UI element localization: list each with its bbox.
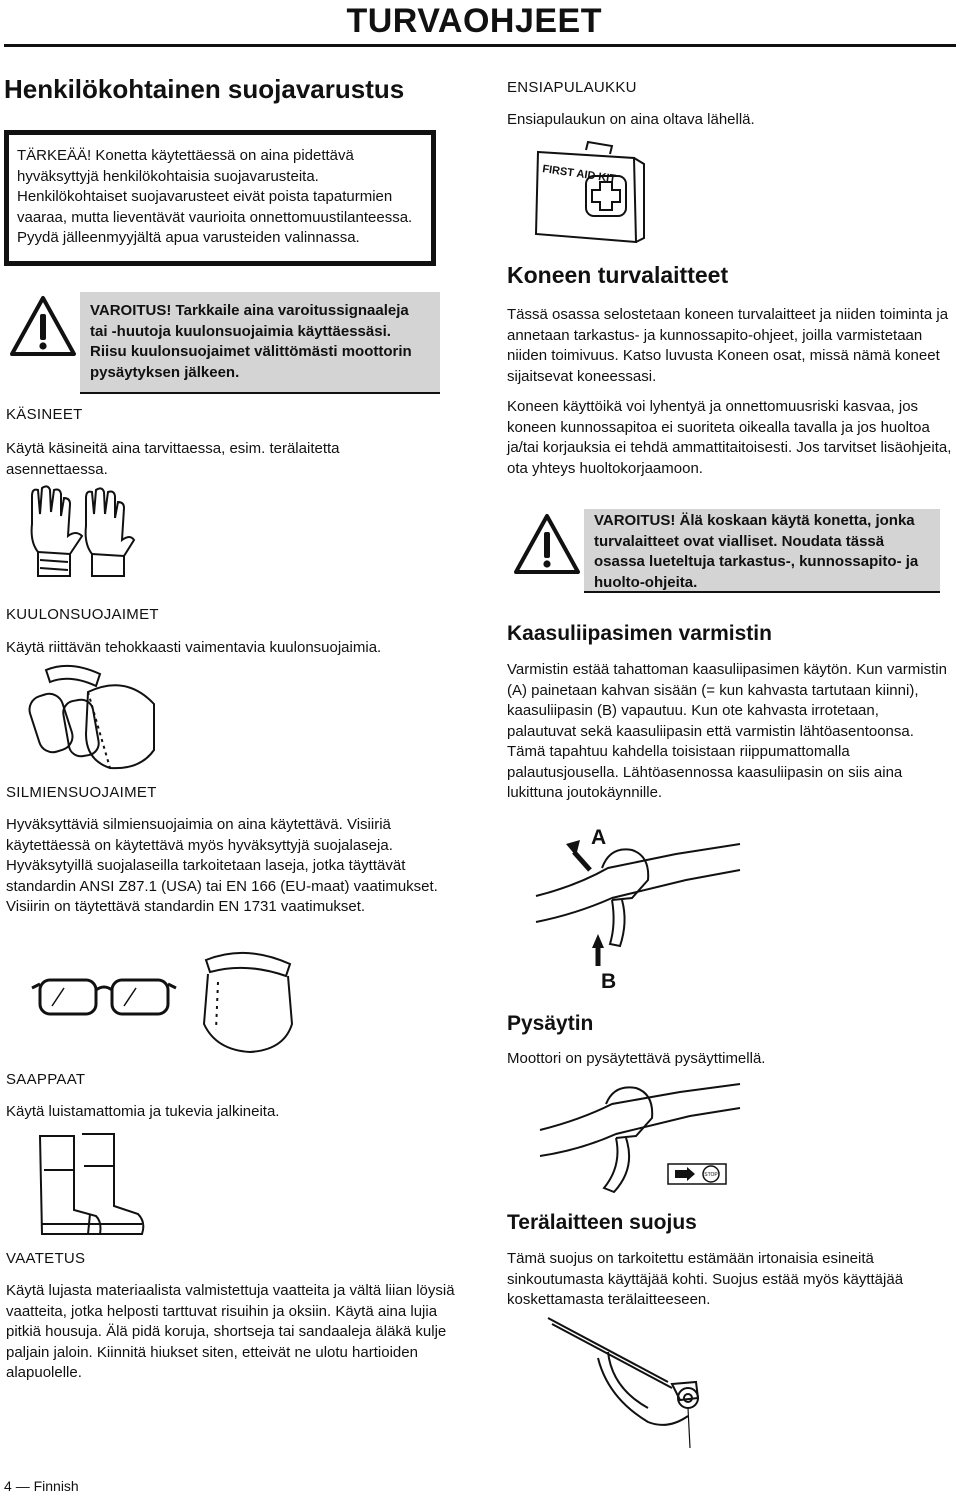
first-aid-kit-illustration: [528, 138, 648, 248]
safety-warning-box: [584, 509, 940, 593]
safety-equipment-paragraph-2: Koneen käyttöikä voi lyhentyä ja onnettomuusriski kasvaa, jos koneen kunnossapitoa ei suoriteta oikealla tavalla ja jos huoltoa ja/tai korjauksia ei tehdä ammattitaitoisesti. Jos tarvitset lisäohjeita, ota yhteys huoltokorjaamoon.: [507, 398, 952, 477]
clothing-heading: VAATETUS: [6, 1250, 86, 1267]
kit-label: FIRST AID KIT: [541, 163, 617, 186]
boots-heading: SAAPPAAT: [6, 1071, 86, 1088]
blade-guard-illustration: [548, 1318, 708, 1458]
gloves-text: Käytä käsineitä aina tarvittaessa, esim. terälaitetta asennettaessa.: [6, 440, 340, 478]
safety-warning-text: VAROITUS! Älä koskaan käytä konetta, jonka turvalaitteet ovat vialliset. Noudata tässä osassa lueteltuja tarkastus-, kunnossapito- ja huolto-ohjeita.: [594, 512, 919, 591]
page-footer: [4, 1478, 79, 1494]
boots-illustration: [30, 1130, 154, 1242]
label-b: B: [601, 970, 617, 993]
throttle-lock-title: Kaasuliipasimen varmistin: [507, 622, 772, 645]
hearing-warning-box: [80, 292, 440, 394]
blade-guard-text: Tämä suojus on tarkoitettu estämään irtonaisia esineitä sinkoutumasta käyttäjää kohti. Suojus estää myös käyttäjää koskettamasta terälaitteeseen.: [507, 1250, 904, 1308]
gloves-illustration: [26, 484, 136, 580]
footer-dash: —: [15, 1478, 30, 1494]
stop-switch-title: Pysäytin: [507, 1012, 594, 1035]
page-title: TURVAOHJEET: [346, 2, 602, 40]
boots-text: Käytä luistamattomia ja tukevia jalkineita.: [6, 1103, 280, 1120]
first-aid-heading: ENSIAPULAUKKU: [507, 79, 637, 96]
safety-equipment-title: Koneen turvalaitteet: [507, 262, 729, 288]
face-visor-illustration: [196, 946, 298, 1054]
stop-switch-icon: [667, 1163, 727, 1185]
header-rule: [4, 44, 956, 47]
eye-protection-heading: SILMIENSUOJAIMET: [6, 784, 157, 801]
safety-glasses-illustration: [30, 972, 178, 1022]
blade-guard-title: Terälaitteen suojus: [507, 1211, 697, 1234]
throttle-handle-illustration: [536, 826, 740, 966]
throttle-lock-text: Varmistin estää tahattoman kaasuliipasimen käytön. Kun varmistin (A) painetaan kahvan sisään (= kun kahvasta tartutaan kiinni), kaasuliipasin (B) vapautuu. Kun ote kahvasta irrotetaan, palautuvat sekä kaasuliipasin että varmistin lähtöasentoonsa. Tämä tapahtuu kahdella toisistaan riippumattomalla palautusjousella. Lähtöasennossa kaasuliipasin on siis aina lukittuna joutokäynnille.: [507, 661, 947, 801]
warning-triangle-icon: [512, 512, 582, 576]
stop-icon-label: STOP: [704, 1172, 718, 1178]
label-a: A: [591, 826, 607, 849]
page-number: 4: [4, 1478, 12, 1494]
gloves-heading: KÄSINEET: [6, 406, 83, 423]
important-notice-box: TÄRKEÄÄ! Konetta käytettäessä on aina pidettävä hyväksyttyjä henkilökohtaisia suojavarusteita. Henkilökohtaiset suojavarusteet eivät poista tapaturmien vaaraa, mutta lieventävät vaurioita onnettomuustilanteessa. Pyydä jälleenmyyjältä apua varusteiden valinnassa.: [4, 130, 436, 266]
warning-triangle-icon: [8, 294, 78, 358]
ear-protector-illustration: [30, 664, 160, 774]
stop-switch-text: Moottori on pysäytettävä pysäyttimellä.: [507, 1050, 766, 1067]
hearing-heading: KUULONSUOJAIMET: [6, 606, 159, 623]
footer-language: Finnish: [33, 1478, 79, 1494]
safety-equipment-paragraph-1: Tässä osassa selostetaan koneen turvalaitteet ja niiden toiminta ja annetaan tarkastus- ja kunnossapito-ohjeet, joilla varmistetaan niiden toimivuus. Katso luvusta Koneen osat, missä nämä koneet sijaitsevat koneessasi.: [507, 306, 949, 385]
section-title-protective-equipment: Henkilökohtainen suojavarustus: [4, 74, 405, 104]
eye-protection-text: Hyväksyttäviä silmiensuojaimia on aina käytettävä. Visiiriä käytettäessä on käytettävä myös hyväksyttyjä suojalaseja. Hyväksytyillä suojalaseilla tarkoitetaan laseja, jotka täyttävät standardin ANSI Z87.1 (USA) tai EN 166 (EU-maat) vaatimukset. Visiirin on täytettävä standardin EN 1731 vaatimukset.: [6, 816, 438, 915]
hearing-text: Käytä riittävän tehokkaasti vaimentavia kuulonsuojaimia.: [6, 639, 382, 656]
first-aid-text: Ensiapulaukun on aina oltava lähellä.: [507, 111, 755, 128]
hearing-warning-text: VAROITUS! Tarkkaile aina varoitussignaaleja tai -huutoja kuulonsuojaimia käyttäessäsi. Riisu kuulonsuojaimet välittömästi moottorin pysäytyksen jälkeen.: [90, 302, 412, 381]
clothing-text: Käytä lujasta materiaalista valmistettuja vaatteita ja vältä liian löysiä vaatteita, jotka helposti tarttuvat risuihin ja oksiin. Käytä aina lujia pitkiä housuja. Älä pidä koruja, shortseja tai sandaaleja äläkä kulje paljain jaloin. Kiinnitä hiukset siten, etteivät ne ulotu hartioiden alapuolelle.: [6, 1282, 455, 1381]
